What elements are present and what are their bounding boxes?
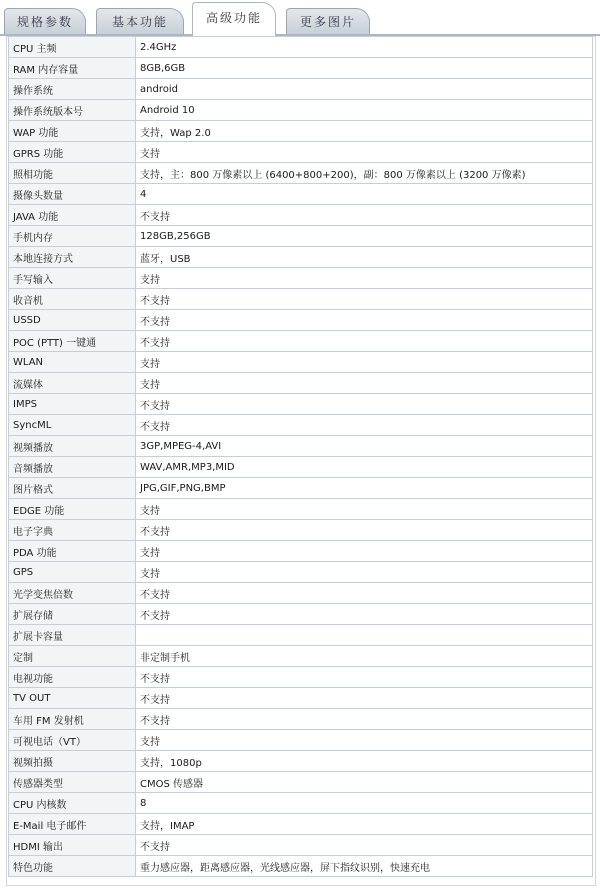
- table-row: [9, 562, 593, 583]
- spec-key: 光学变焦倍数: [9, 583, 136, 604]
- table-row: [9, 688, 593, 709]
- spec-key: 可视电话（VT）: [9, 730, 136, 751]
- spec-value: 支持: [136, 373, 593, 394]
- spec-value: 不支持: [136, 604, 593, 625]
- spec-key: CPU 主频: [9, 37, 136, 58]
- table-row: [9, 667, 593, 688]
- table-row: [9, 436, 593, 457]
- spec-value: WAV,AMR,MP3,MID: [136, 457, 593, 478]
- table-row: [9, 814, 593, 835]
- spec-key: 扩展卡容量: [9, 625, 136, 646]
- spec-key: IMPS: [9, 394, 136, 415]
- table-row: [9, 205, 593, 226]
- spec-key: 电视功能: [9, 667, 136, 688]
- spec-value: 支持: [136, 268, 593, 289]
- table-row: [9, 331, 593, 352]
- spec-value: 支持: [136, 499, 593, 520]
- table-row: [9, 37, 593, 58]
- table-row: [9, 310, 593, 331]
- table-row: [9, 835, 593, 856]
- spec-value: 不支持: [136, 310, 593, 331]
- spec-key: 收音机: [9, 289, 136, 310]
- spec-key: 手写输入: [9, 268, 136, 289]
- table-row: [9, 352, 593, 373]
- table-row: [9, 226, 593, 247]
- spec-key: USSD: [9, 310, 136, 331]
- tab-more-images[interactable]: 更多图片: [286, 8, 370, 34]
- spec-key: E-Mail 电子邮件: [9, 814, 136, 835]
- spec-value: JPG,GIF,PNG,BMP: [136, 478, 593, 499]
- spec-key: WLAN: [9, 352, 136, 373]
- spec-value: 128GB,256GB: [136, 226, 593, 247]
- spec-key: SyncML: [9, 415, 136, 436]
- spec-value: 4: [136, 184, 593, 205]
- spec-key: 照相功能: [9, 163, 136, 184]
- table-row: [9, 394, 593, 415]
- spec-value: 8GB,6GB: [136, 58, 593, 79]
- spec-value: 不支持: [136, 394, 593, 415]
- spec-key: TV OUT: [9, 688, 136, 709]
- table-row: [9, 415, 593, 436]
- table-row: [9, 709, 593, 730]
- spec-value: 不支持: [136, 289, 593, 310]
- spec-key: 手机内存: [9, 226, 136, 247]
- tab-advanced-features[interactable]: 高级功能: [192, 2, 276, 36]
- spec-table: [8, 36, 593, 877]
- table-row: [9, 142, 593, 163]
- table-row: [9, 121, 593, 142]
- spec-value: 蓝牙，USB: [136, 247, 593, 268]
- spec-key: JAVA 功能: [9, 205, 136, 226]
- table-row: [9, 163, 593, 184]
- spec-key: HDMI 输出: [9, 835, 136, 856]
- table-row: [9, 793, 593, 814]
- spec-key: POC (PTT) 一键通: [9, 331, 136, 352]
- table-row: [9, 583, 593, 604]
- table-row: [9, 751, 593, 772]
- table-row: [9, 79, 593, 100]
- table-row: [9, 100, 593, 121]
- table-row: [9, 499, 593, 520]
- spec-value: CMOS 传感器: [136, 772, 593, 793]
- spec-value: 不支持: [136, 331, 593, 352]
- spec-value: 不支持: [136, 709, 593, 730]
- spec-key: PDA 功能: [9, 541, 136, 562]
- table-row: [9, 373, 593, 394]
- spec-key: CPU 内核数: [9, 793, 136, 814]
- table-row: [9, 268, 593, 289]
- table-row: [9, 625, 593, 646]
- table-row: [9, 604, 593, 625]
- spec-value: 不支持: [136, 688, 593, 709]
- spec-key: 摄像头数量: [9, 184, 136, 205]
- spec-value: 不支持: [136, 835, 593, 856]
- table-row: [9, 856, 593, 877]
- spec-key: 视频拍摄: [9, 751, 136, 772]
- spec-value: 不支持: [136, 667, 593, 688]
- spec-value: 2.4GHz: [136, 37, 593, 58]
- spec-key: 传感器类型: [9, 772, 136, 793]
- tab-basic-features[interactable]: 基本功能: [96, 8, 184, 34]
- spec-value: 不支持: [136, 520, 593, 541]
- table-row: [9, 247, 593, 268]
- spec-value: 支持，1080p: [136, 751, 593, 772]
- table-row: [9, 457, 593, 478]
- spec-key: EDGE 功能: [9, 499, 136, 520]
- spec-key: 电子字典: [9, 520, 136, 541]
- spec-value: 8: [136, 793, 593, 814]
- spec-value: [136, 625, 593, 646]
- spec-value: 支持: [136, 352, 593, 373]
- tab-bar: [0, 0, 600, 36]
- spec-key: GPS: [9, 562, 136, 583]
- spec-value: 支持: [136, 541, 593, 562]
- spec-value: 重力感应器，距离感应器，光线感应器，屏下指纹识别，快速充电: [136, 856, 593, 877]
- spec-key: 本地连接方式: [9, 247, 136, 268]
- table-row: [9, 184, 593, 205]
- table-row: [9, 772, 593, 793]
- spec-key: 特色功能: [9, 856, 136, 877]
- spec-value: 支持: [136, 562, 593, 583]
- table-row: [9, 730, 593, 751]
- spec-value: 不支持: [136, 415, 593, 436]
- table-row: [9, 541, 593, 562]
- spec-value: Android 10: [136, 100, 593, 121]
- spec-key: 操作系统版本号: [9, 100, 136, 121]
- spec-value: 3GP,MPEG-4,AVI: [136, 436, 593, 457]
- spec-key: 定制: [9, 646, 136, 667]
- spec-key: 音频播放: [9, 457, 136, 478]
- spec-key: 车用 FM 发射机: [9, 709, 136, 730]
- spec-key: 图片格式: [9, 478, 136, 499]
- tab-specs[interactable]: 规格参数: [4, 8, 86, 34]
- spec-key: 扩展存储: [9, 604, 136, 625]
- table-row: [9, 58, 593, 79]
- spec-value: 支持: [136, 142, 593, 163]
- spec-key: 流媒体: [9, 373, 136, 394]
- spec-value: 支持: [136, 730, 593, 751]
- table-row: [9, 520, 593, 541]
- spec-value: 支持，主：800 万像素以上 (6400+800+200)，副：800 万像素以上 (3200 万像素): [136, 163, 593, 184]
- spec-value: 不支持: [136, 583, 593, 604]
- spec-key: WAP 功能: [9, 121, 136, 142]
- spec-value: android: [136, 79, 593, 100]
- spec-value: 支持，IMAP: [136, 814, 593, 835]
- spec-key: 视频播放: [9, 436, 136, 457]
- table-row: [9, 289, 593, 310]
- spec-key: GPRS 功能: [9, 142, 136, 163]
- spec-value: 非定制手机: [136, 646, 593, 667]
- table-row: [9, 646, 593, 667]
- spec-value: 支持，Wap 2.0: [136, 121, 593, 142]
- table-row: [9, 478, 593, 499]
- spec-key: RAM 内存容量: [9, 58, 136, 79]
- spec-key: 操作系统: [9, 79, 136, 100]
- spec-value: 不支持: [136, 205, 593, 226]
